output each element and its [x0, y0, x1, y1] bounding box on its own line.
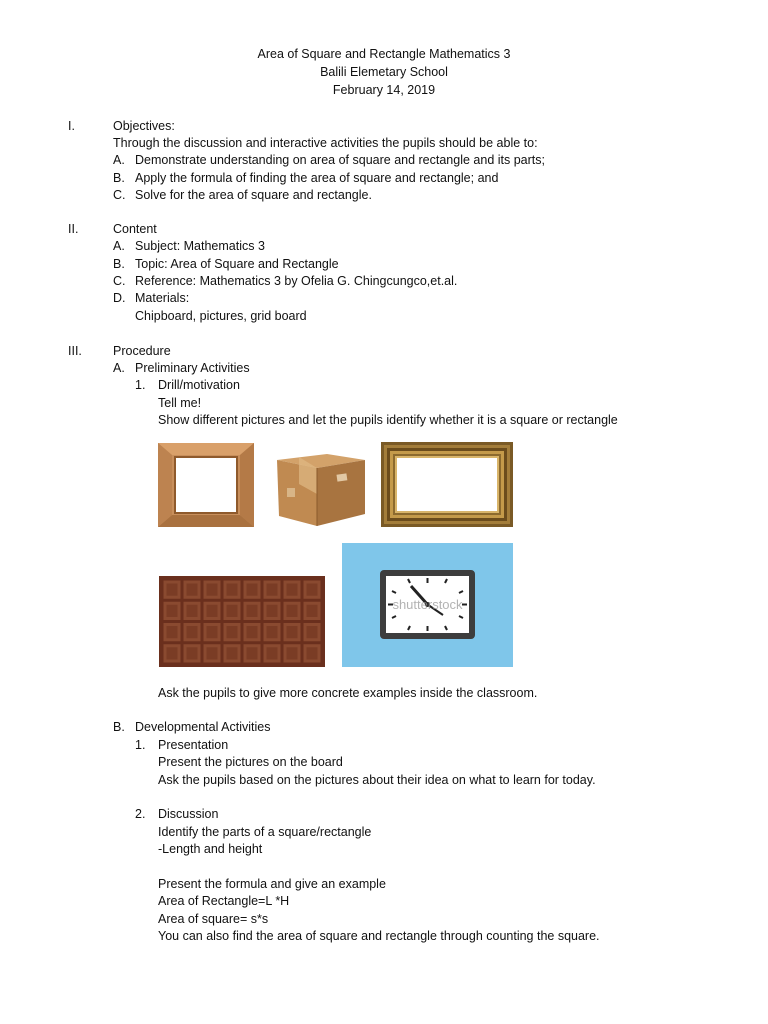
procedure-heading: Procedure	[113, 344, 171, 358]
chocolate-segment-inner	[167, 605, 178, 617]
presentation-marker: 1.	[135, 738, 146, 752]
chocolate-segment-inner	[187, 626, 198, 638]
chocolate-segment-inner	[267, 626, 278, 638]
objectives-intro: Through the discussion and interactive activities the pupils should be able to:	[113, 136, 538, 150]
content-item: Subject: Mathematics 3	[135, 239, 265, 253]
chocolate-segment-inner	[227, 584, 238, 596]
discussion-line: -Length and height	[158, 842, 263, 856]
presentation-line: Ask the pupils based on the pictures about their idea on what to learn for today.	[158, 773, 596, 787]
square-clock-image	[342, 543, 513, 667]
chocolate-segment-inner	[247, 647, 258, 659]
content-marker: A.	[113, 239, 125, 253]
chocolate-segment-inner	[247, 605, 258, 617]
watermark-text: shutterstock	[392, 597, 463, 612]
chocolate-segment-inner	[287, 626, 298, 638]
chocolate-segment-inner	[267, 605, 278, 617]
school-name: Balili Elemetary School	[320, 65, 448, 79]
content-marker: D.	[113, 291, 126, 305]
chocolate-segment-inner	[267, 584, 278, 596]
materials-list: Chipboard, pictures, grid board	[135, 309, 307, 323]
chocolate-segment-inner	[187, 584, 198, 596]
chocolate-segment-inner	[287, 584, 298, 596]
presentation-line: Present the pictures on the board	[158, 755, 343, 769]
presentation-heading: Presentation	[158, 738, 229, 752]
gold-frame-image	[381, 442, 513, 527]
chocolate-segment-inner	[207, 626, 218, 638]
chocolate-segment-inner	[267, 647, 278, 659]
after-pictures-text: Ask the pupils to give more concrete examples inside the classroom.	[158, 686, 538, 700]
chocolate-segment-inner	[307, 584, 318, 596]
objective-item: Demonstrate understanding on area of square and rectangle and its parts;	[135, 153, 545, 167]
section-numeral-content: II.	[68, 222, 79, 236]
objective-marker: B.	[113, 171, 125, 185]
preliminary-heading: Preliminary Activities	[135, 361, 250, 375]
content-heading: Content	[113, 222, 157, 236]
content-item: Materials:	[135, 291, 190, 305]
objectives-heading: Objectives:	[113, 119, 175, 133]
chocolate-segment-inner	[247, 584, 258, 596]
chocolate-segment-inner	[227, 626, 238, 638]
chocolate-segment-inner	[287, 605, 298, 617]
lesson-date: February 14, 2019	[332, 83, 436, 97]
drill-heading: Drill/motivation	[158, 378, 240, 392]
document-title: Area of Square and Rectangle Mathematics 3	[257, 47, 511, 61]
discussion-heading: Discussion	[158, 807, 219, 821]
preliminary-marker: A.	[113, 361, 125, 375]
objective-marker: A.	[113, 153, 125, 167]
chocolate-segment-inner	[227, 605, 238, 617]
chocolate-segment-inner	[187, 605, 198, 617]
content-item: Reference: Mathematics 3 by Ofelia G. Chingcungco,et.al.	[135, 274, 458, 288]
chocolate-segment-inner	[307, 647, 318, 659]
tell-me-text: Tell me!	[158, 396, 202, 410]
formula-line: Present the formula and give an example	[158, 877, 386, 891]
chocolate-segment-inner	[227, 647, 238, 659]
square-frame-image	[158, 443, 254, 527]
objective-item: Solve for the area of square and rectangle.	[135, 188, 372, 202]
developmental-heading: Developmental Activities	[135, 720, 271, 734]
chocolate-bar-image	[159, 576, 325, 667]
chocolate-segment-inner	[167, 584, 178, 596]
discussion-line: Identify the parts of a square/rectangle	[158, 825, 372, 839]
chocolate-segment-inner	[287, 647, 298, 659]
formula-line: Area of Rectangle=L *H	[158, 894, 290, 908]
discussion-marker: 2.	[135, 807, 146, 821]
chocolate-segment-inner	[167, 626, 178, 638]
objective-item: Apply the formula of finding the area of square and rectangle; and	[135, 171, 499, 185]
content-marker: C.	[113, 274, 126, 288]
content-item: Topic: Area of Square and Rectangle	[135, 257, 339, 271]
chocolate-segment-inner	[207, 647, 218, 659]
cardboard-box-image	[265, 438, 375, 528]
section-numeral-objectives: I.	[68, 119, 75, 133]
chocolate-segment-inner	[307, 626, 318, 638]
chocolate-segment-inner	[247, 626, 258, 638]
content-marker: B.	[113, 257, 125, 271]
section-numeral-procedure: III.	[68, 344, 82, 358]
chocolate-segment-inner	[187, 647, 198, 659]
chocolate-segment-inner	[207, 605, 218, 617]
drill-marker: 1.	[135, 378, 146, 392]
developmental-marker: B.	[113, 720, 125, 734]
formula-line: You can also find the area of square and rectangle through counting the square.	[158, 929, 600, 943]
chocolate-segment-inner	[307, 605, 318, 617]
objective-marker: C.	[113, 188, 126, 202]
chocolate-segment-inner	[207, 584, 218, 596]
drill-instruction: Show different pictures and let the pupils identify whether it is a square or rectangle	[158, 413, 618, 427]
chocolate-segment-inner	[167, 647, 178, 659]
formula-line: Area of square= s*s	[158, 912, 269, 926]
